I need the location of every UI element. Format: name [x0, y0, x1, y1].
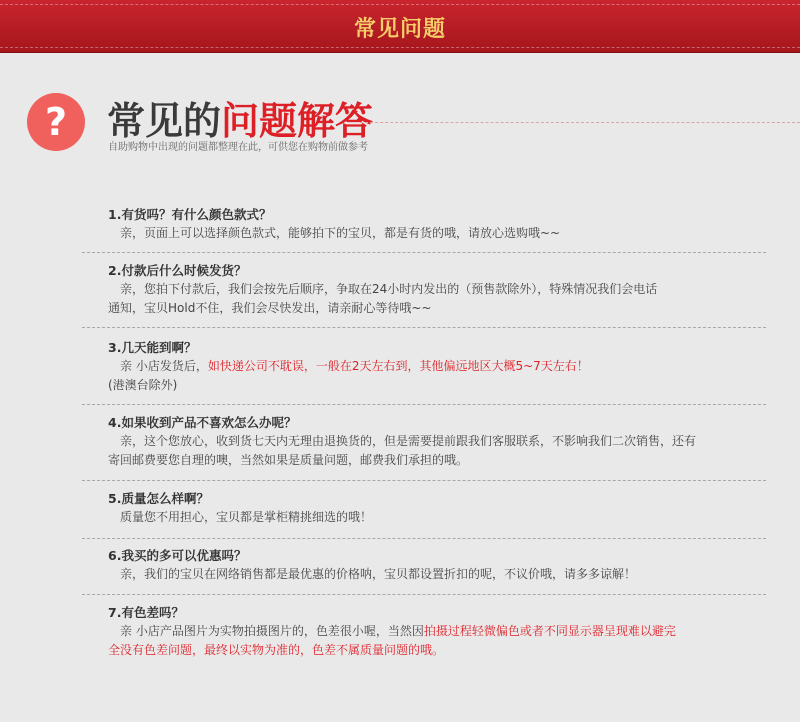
- question-mark-icon: ?: [27, 93, 85, 151]
- banner-title: 常见问题: [353, 17, 446, 42]
- faq-item-4: [108, 414, 768, 470]
- faq-answer-highlight: 如快递公司不耽误，一般在2天左右到，其他偏远地区大概5~7天左右！: [207, 359, 589, 373]
- faq-question: 7.有色差吗？: [108, 605, 184, 620]
- faq-answer-plain: 亲 小店产品图片为实物拍摄图片的，色差很小喔，当然因: [120, 624, 424, 638]
- faq-item-3: [108, 339, 768, 395]
- page-title-dark: 常见的: [107, 99, 222, 143]
- page-title: [107, 90, 373, 145]
- faq-divider: [82, 404, 766, 405]
- faq-question: 4.如果收到产品不喜欢怎么办呢？: [108, 415, 297, 430]
- faq-item-2: [108, 262, 768, 318]
- faq-answer-cont: 寄回邮费要您自理的噢，当然如果是质量问题，邮费我们承担的哦。: [108, 453, 469, 467]
- faq-question: 2.付款后什么时候发货？: [108, 263, 247, 278]
- faq-item-1: [108, 206, 768, 243]
- faq-answer: [108, 357, 768, 376]
- faq-question: 3.几天能到啊？: [108, 340, 197, 355]
- faq-item-7: [108, 604, 768, 660]
- faq-divider: [82, 538, 766, 539]
- faq-answer-highlight: 拍摄过程轻微偏色或者不同显示器呈现难以避完: [423, 624, 676, 638]
- faq-item-6: [108, 547, 768, 584]
- faq-divider: [82, 480, 766, 481]
- page-title-red: 问题解答: [221, 99, 374, 143]
- faq-question: 1.有货吗？有什么颜色款式？: [108, 207, 272, 222]
- faq-divider: [82, 327, 766, 328]
- faq-answer: 亲，我们的宝贝在网络销售都是最优惠的价格呐，宝贝都设置折扣的呢，不议价哦，请多多谅解！: [120, 567, 637, 581]
- faq-answer-cont: 通知，宝贝Hold不住，我们会尽快发出，请亲耐心等待哦~~: [108, 301, 432, 315]
- top-banner: [0, 0, 800, 53]
- faq-question: 6.我买的多可以优惠吗？: [108, 548, 247, 563]
- page-subtitle: 自助购物中出现的问题都整理在此，可供您在购物前做参考: [108, 142, 368, 153]
- faq-answer: 亲，您拍下付款后，我们会按先后顺序，争取在24小时内发出的（预售款除外），特殊情况我们会电话: [120, 282, 658, 296]
- faq-answer: 亲，这个您放心，收到货七天内无理由退换货的，但是需要提前跟我们客服联系，不影响我们二次销售，还有: [120, 434, 697, 448]
- faq-divider: [82, 594, 766, 595]
- faq-answer-cont: 全没有色差问题，最终以实物为准的，色差不属质量问题的哦。: [108, 643, 445, 657]
- faq-divider: [82, 252, 766, 253]
- faq-answer-plain: 亲 小店发货后，: [120, 359, 208, 373]
- faq-item-5: [108, 490, 768, 527]
- faq-question: 5.质量怎么样啊？: [108, 491, 209, 506]
- header-divider: [360, 122, 800, 123]
- faq-answer: 亲，页面上可以选择颜色款式，能够拍下的宝贝，都是有货的哦，请放心选购哦~~: [120, 226, 561, 240]
- faq-answer-cont: (港澳台除外): [108, 378, 178, 392]
- faq-answer: [108, 622, 768, 641]
- faq-answer: 质量您不用担心，宝贝都是掌柜精挑细选的哦！: [120, 510, 373, 524]
